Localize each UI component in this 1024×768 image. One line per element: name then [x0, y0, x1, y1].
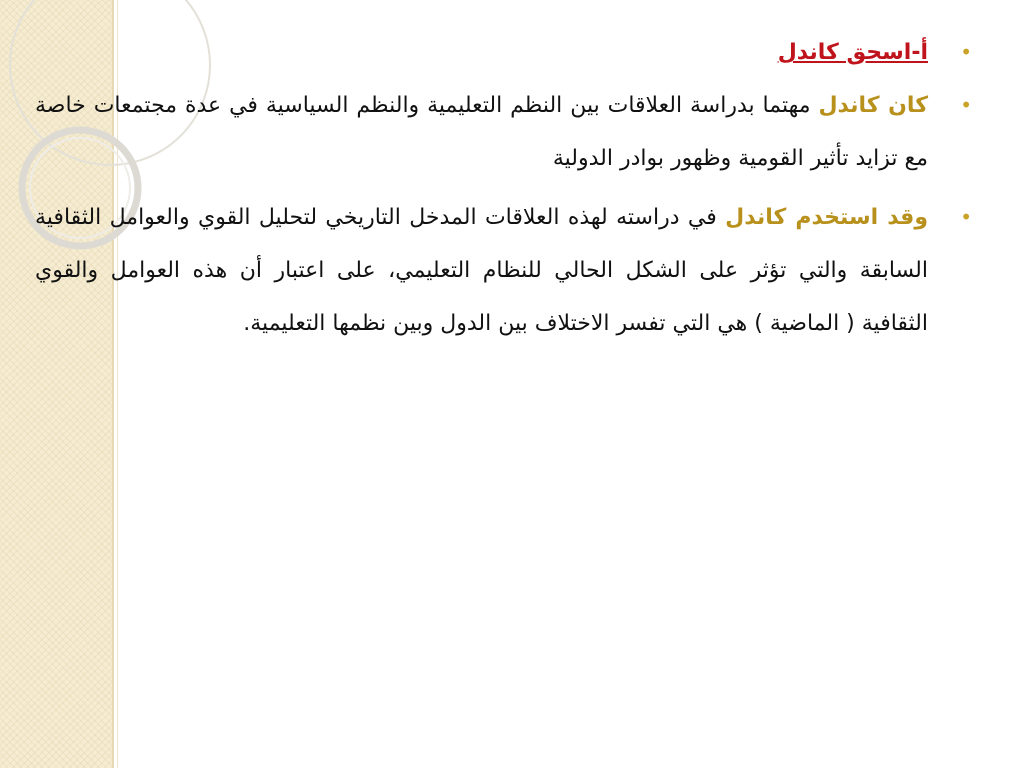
highlighted-name: وقد استخدم كاندل: [725, 205, 928, 230]
slide-body: [35, 26, 972, 350]
bullet-dot-icon: •: [960, 93, 972, 117]
bullet-dot-icon: •: [960, 205, 972, 229]
bullet-paragraph-1: [35, 79, 972, 185]
section-heading: أ-اسحق كاندل: [777, 40, 928, 65]
paragraph-text: في دراسته لهذه العلاقات المدخل التاريخي لتحليل القوي والعوامل الثقافية السابقة والتي تؤثر على الشكل الحالي للنظام التعليمي، على اعتبار أن هذه العوامل والقوي الثقافية ( الماضية ) هي التي تفسر الاختلاف بين الدول وبين نظمها التعليمية.: [35, 205, 928, 336]
paragraph-text: مهتما بدراسة العلاقات بين النظم التعليمية والنظم السياسية في عدة مجتمعات خاصة مع تزايد تأثير القومية وظهور بوادر الدولية: [35, 93, 928, 171]
bullet-dot-icon: •: [960, 40, 972, 64]
bullet-paragraph-2: [35, 191, 972, 350]
highlighted-name: كان كاندل: [818, 93, 928, 118]
bullet-heading: [35, 26, 972, 79]
